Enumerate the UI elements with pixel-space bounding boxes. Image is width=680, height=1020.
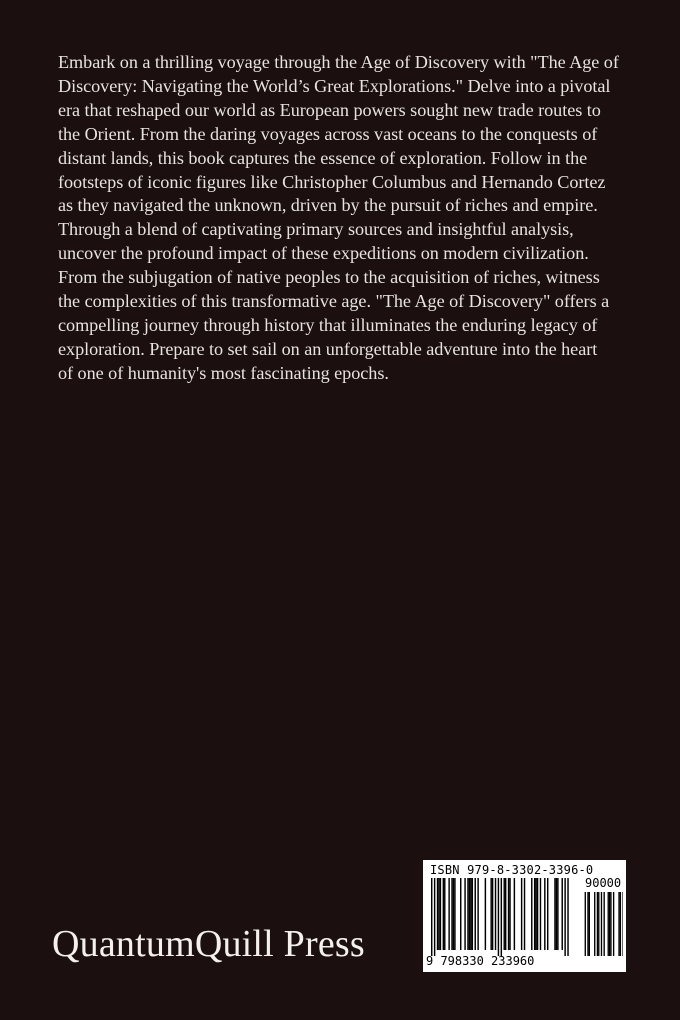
- addon-bar: [587, 892, 588, 956]
- barcode-bar: [540, 878, 541, 950]
- addon-bar: [598, 892, 599, 956]
- barcode-bar: [501, 878, 502, 956]
- barcode-bar: [490, 878, 491, 950]
- barcode-bar: [495, 878, 496, 950]
- addon-bar: [608, 892, 609, 956]
- barcode-bar: [485, 878, 486, 950]
- barcode-bar: [477, 878, 478, 950]
- blurb-line: the complexities of this transformative age. "The Age of Discovery" offers a: [58, 291, 610, 312]
- barcode-bar: [556, 878, 557, 950]
- addon-bar: [609, 892, 610, 956]
- blurb-line: distant lands, this book captures the essence of exploration. Follow in the: [58, 147, 588, 168]
- blurb-line: exploration. Prepare to set sail on an unforgettable adventure into the heart: [58, 338, 598, 359]
- addon-bar: [610, 892, 611, 956]
- barcode-bar: [470, 878, 471, 950]
- barcode-bar: [453, 878, 454, 950]
- blurb-line: Embark on a thrilling voyage through the Age of Discovery with "The Age of: [58, 52, 619, 72]
- barcode-bar: [431, 878, 432, 956]
- barcode-bar: [564, 878, 565, 956]
- barcode-bar: [443, 878, 444, 950]
- blurb-line: compelling journey through history that illuminates the enduring legacy of: [58, 314, 598, 335]
- barcode-bar: [437, 878, 438, 950]
- barcode-bar: [434, 878, 435, 956]
- blurb-line: as they navigated the unknown, driven by the pursuit of riches and empire.: [58, 195, 598, 216]
- barcode-bar: [521, 878, 522, 950]
- barcode-digits: 9 798330 233960: [426, 954, 535, 968]
- barcode-bar: [472, 878, 473, 950]
- blurb-line: footsteps of iconic figures like Christopher Columbus and Hernando Cortez: [58, 171, 606, 192]
- blurb-line: Through a blend of captivating primary sources and insightful analysis,: [58, 219, 574, 240]
- blurb-line: Discovery: Navigating the World’s Great Explorations." Delve into a pivotal: [58, 75, 611, 96]
- blurb-line: From the subjugation of native peoples to the acquisition of riches, witness: [58, 267, 600, 288]
- barcode-bar: [544, 878, 545, 950]
- barcode-bar: [492, 878, 493, 950]
- blurb-line: era that reshaped our world as European powers sought new trade routes to: [58, 99, 601, 120]
- barcode-bar: [514, 878, 515, 950]
- blurb-line: the Orient. From the daring voyages across vast oceans to the conquests of: [58, 123, 598, 144]
- barcode-bar: [562, 878, 563, 950]
- barcode-bar: [440, 878, 441, 950]
- barcode-bars: [427, 878, 623, 958]
- barcode-bar: [508, 878, 509, 950]
- addon-bar: [622, 892, 623, 956]
- blurb-line: uncover the profound impact of these expeditions on modern civilization.: [58, 243, 589, 264]
- barcode-bar: [475, 878, 476, 950]
- barcode-bar: [469, 878, 470, 950]
- barcode-bar: [554, 878, 555, 950]
- barcode-bar: [460, 878, 461, 950]
- barcode-bar: [531, 878, 532, 950]
- barcode-bar: [509, 878, 510, 950]
- barcode-bar: [557, 878, 558, 950]
- isbn-barcode: [423, 860, 626, 972]
- barcode-addon: 90000: [585, 876, 622, 890]
- barcode-bar: [505, 878, 506, 950]
- addon-bar: [618, 892, 619, 956]
- barcode-bar: [467, 878, 468, 950]
- addon-bar: [597, 892, 598, 956]
- barcode-bar: [438, 878, 439, 950]
- barcode-bar: [451, 878, 452, 950]
- barcode-bar: [444, 878, 445, 950]
- barcode-bar: [498, 878, 499, 956]
- barcode-bar: [504, 878, 505, 950]
- barcode-bar: [535, 878, 536, 950]
- isbn-label: ISBN 979-8-3302-3396-0: [430, 863, 594, 877]
- addon-bar: [620, 892, 621, 956]
- barcode-bar: [537, 878, 538, 950]
- addon-bar: [601, 892, 602, 956]
- publisher-name: QuantumQuill Press: [52, 923, 365, 965]
- addon-bar: [589, 892, 590, 956]
- barcode-bar: [454, 878, 455, 950]
- addon-bar: [613, 892, 614, 956]
- barcode-bar: [567, 878, 568, 956]
- addon-bar: [585, 892, 586, 956]
- barcode-bar: [448, 878, 449, 950]
- barcode-bar: [524, 878, 525, 950]
- blurb-line: of one of humanity's most fascinating epochs.: [58, 362, 389, 383]
- barcode-bar: [547, 878, 548, 950]
- barcode-bar: [534, 878, 535, 950]
- book-blurb: [58, 51, 650, 386]
- barcode-bar: [464, 878, 465, 950]
- addon-bar: [604, 892, 605, 956]
- addon-bar: [594, 892, 595, 956]
